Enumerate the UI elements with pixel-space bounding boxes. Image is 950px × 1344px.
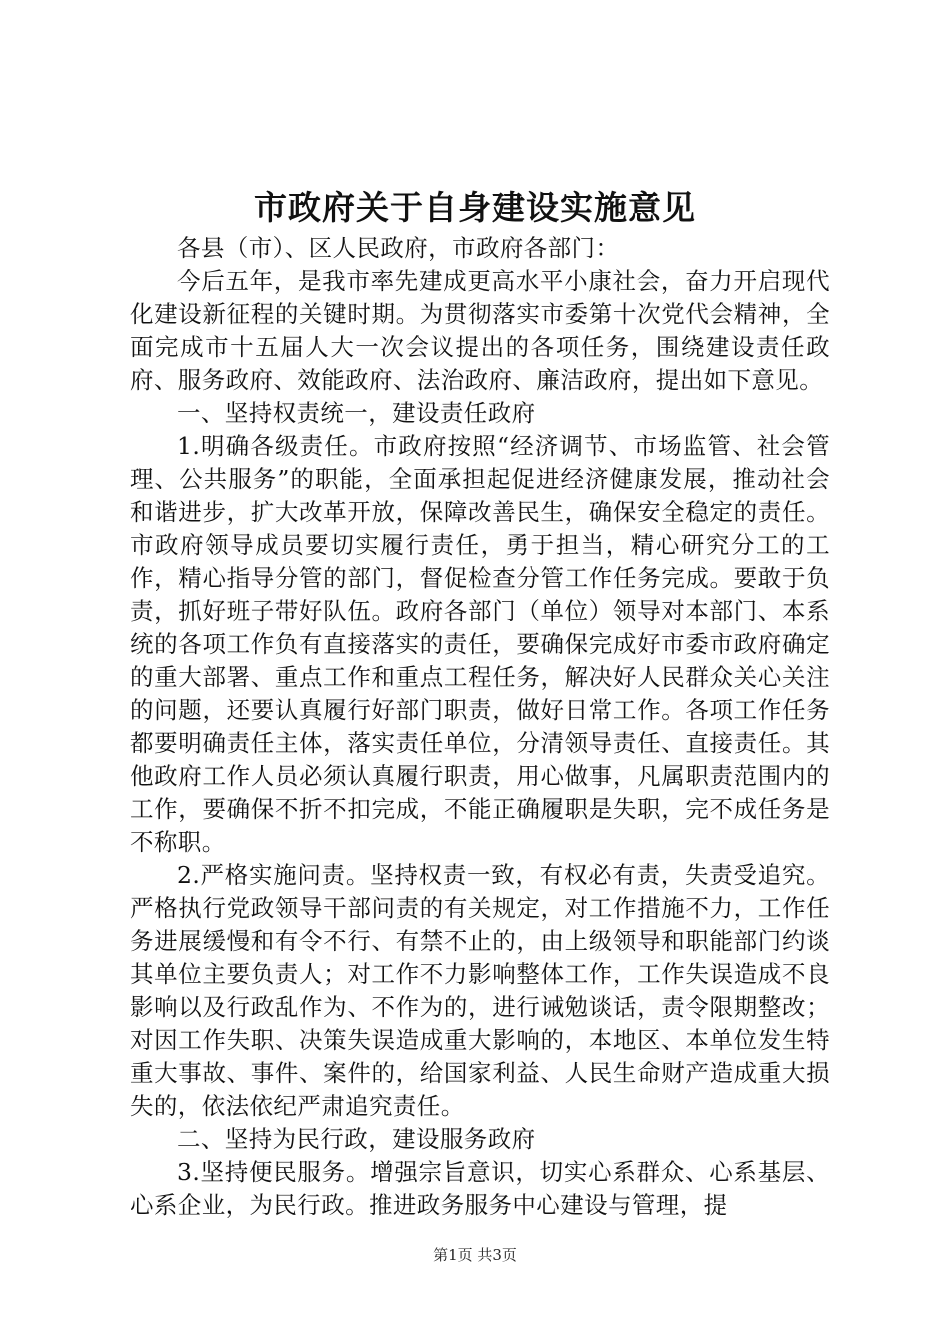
document-body [130,232,830,1222]
section-heading-1: 一、坚持权责统一，建设责任政府 [177,399,536,427]
section-heading-2: 二、坚持为民行政，建设服务政府 [177,1125,536,1153]
document-title: 市政府关于自身建设实施意见 [254,188,696,227]
salutation-paragraph: 各县（市）、区人民政府，市政府各部门： [177,234,620,262]
intro-paragraph: 今后五年，是我市率先建成更高水平小康社会，奋力开启现代化建设新征程的关键时期。为贯彻落实市委第十次党代会精神，全面完成市十五届人大一次会议提出的各项任务，围绕建设责任政府、服务政府、效能政府、法治政府、廉洁政府，提出如下意见。 [130,267,830,394]
item-paragraph-1: 1.明确各级责任。市政府按照“经济调节、市场监管、社会管理、公共服务”的职能，全面承担起促进经济健康发展，推动社会和谐进步，扩大改革开放，保障改善民生，确保安全稳定的责任。市政府领导成员要切实履行责任，勇于担当，精心研究分工的工作，精心指导分管的部门，督促检查分管工作任务完成。要敢于负责，抓好班子带好队伍。政府各部门（单位）领导对本部门、本系统的各项工作负有直接落实的责任，要确保完成好市委市政府确定的重大部署、重点工作和重点工程任务，解决好人民群众关心关注的问题，还要认真履行好部门职责，做好日常工作。各项工作任务都要明确责任主体，落实责任单位，分清领导责任、直接责任。其他政府工作人员必须认真履行职责，用心做事，凡属职责范围内的工作，要确保不折不扣完成，不能正确履职是失职，完不成任务是不称职。 [130,432,830,856]
item-paragraph-2: 2.严格实施问责。坚持权责一致，有权必有责，失责受追究。严格执行党政领导干部问责的有关规定，对工作措施不力，工作任务进展缓慢和有令不行、有禁不止的，由上级领导和职能部门约谈其单位主要负责人；对工作不力影响整体工作，工作失误造成不良影响以及行政乱作为、不作为的，进行诫勉谈话，责令限期整改；对因工作失职、决策失误造成重大影响的，本地区、本单位发生特重大事故、事件、案件的，给国家利益、人民生命财产造成重大损失的，依法依纪严肃追究责任。 [130,861,830,1120]
item-paragraph-3: 3.坚持便民服务。增强宗旨意识，切实心系群众、心系基层、心系企业，为民行政。推进政务服务中心建设与管理，提 [130,1158,830,1219]
page-footer: 第1页 共3页 [433,1246,517,1264]
